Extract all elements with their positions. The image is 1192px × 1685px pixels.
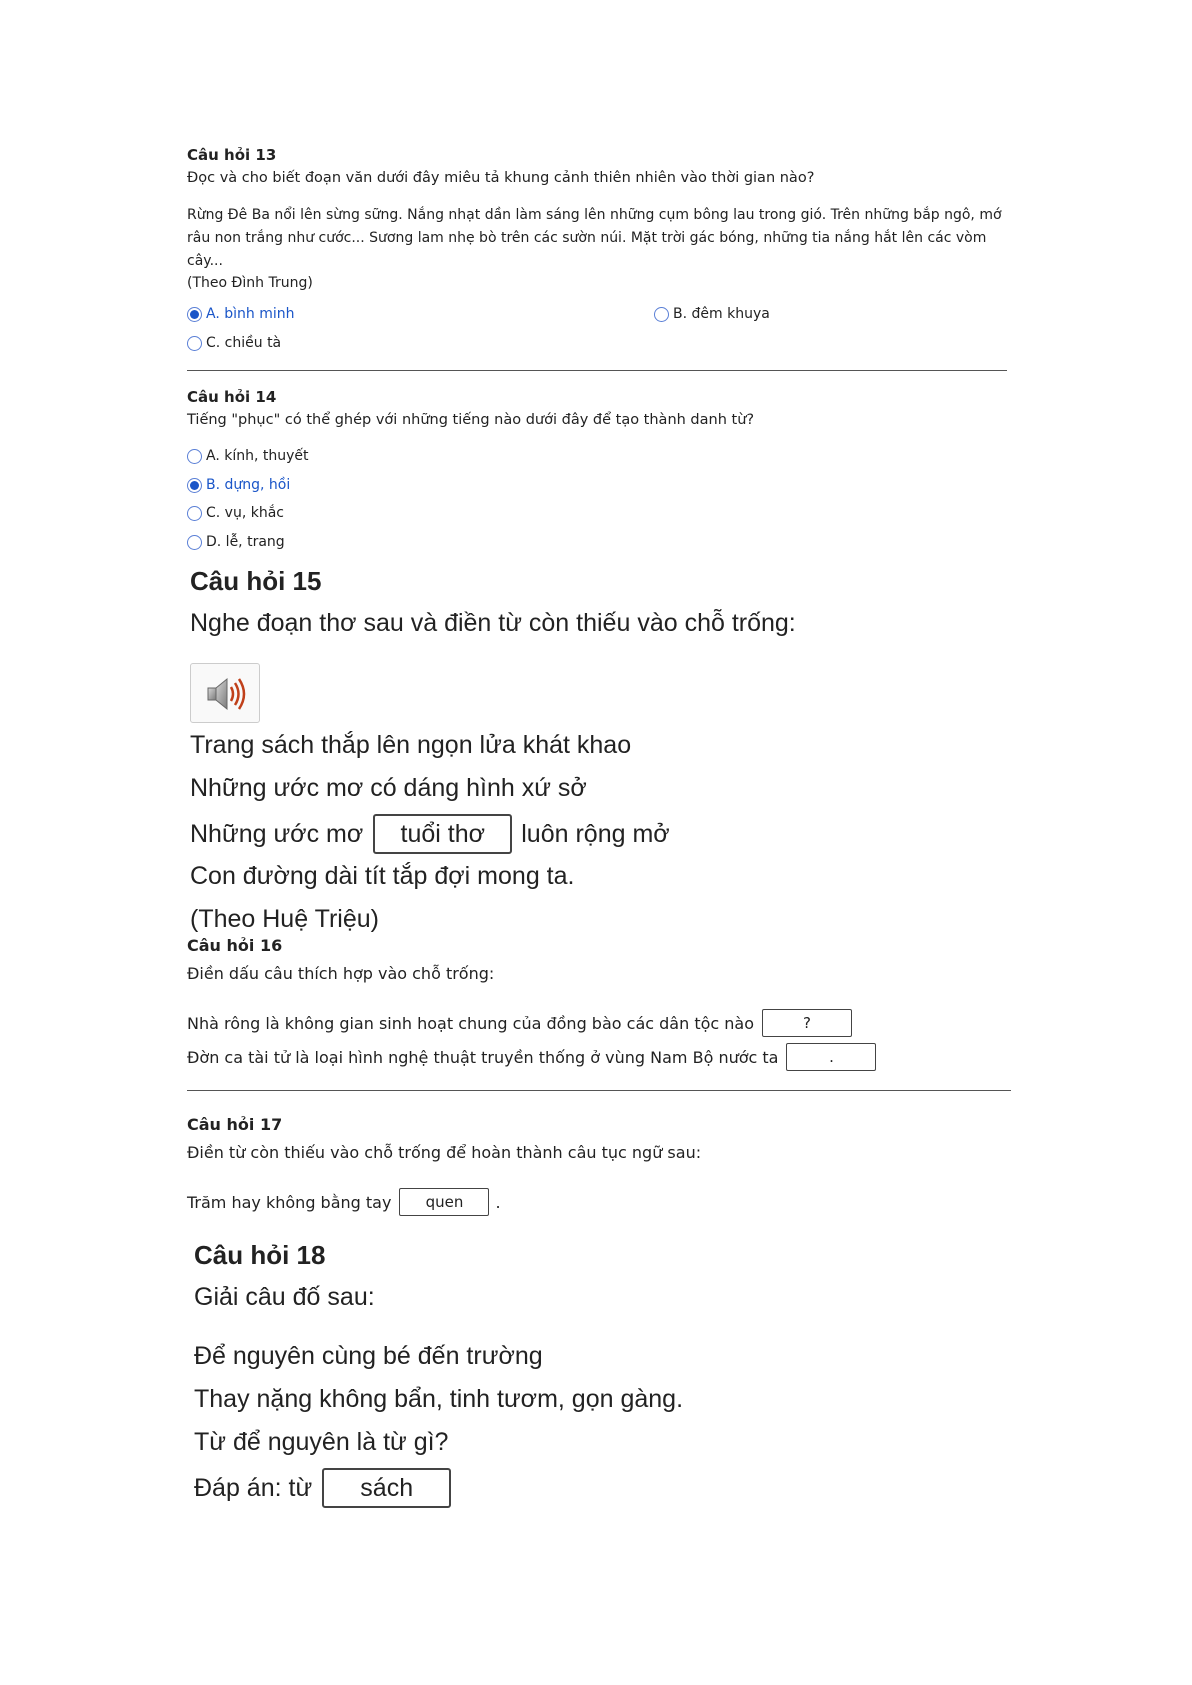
question-text: Giải câu đố sau:	[194, 1283, 375, 1311]
poem-line: Trang sách thắp lên ngọn lửa khát khao	[190, 731, 632, 759]
fill-sentence	[187, 1043, 876, 1071]
speaker-icon	[191, 664, 261, 724]
option-c[interactable]	[187, 505, 284, 521]
question-15	[190, 566, 796, 638]
radio-checked-icon[interactable]	[187, 478, 202, 493]
sentence-end: .	[495, 1192, 501, 1212]
poem-line: Những ước mơ có dáng hình xứ sở	[190, 774, 587, 802]
answer-box[interactable]: tuổi thơ	[373, 814, 512, 854]
option-label: C. chiều tà	[206, 335, 282, 351]
divider	[187, 370, 1007, 371]
option-a[interactable]	[187, 448, 309, 464]
riddle-answer-line	[194, 1468, 451, 1508]
riddle-line: Để nguyên cùng bé đến trường	[194, 1342, 543, 1370]
punctuation-input[interactable]: ?	[762, 1009, 852, 1037]
option-d[interactable]	[187, 534, 285, 550]
answer-label: Đáp án: từ	[194, 1473, 313, 1502]
question-title: Câu hỏi 13	[187, 146, 277, 164]
poem-line: Con đường dài tít tắp đợi mong ta.	[190, 862, 575, 890]
option-label: B. đêm khuya	[673, 306, 770, 322]
radio-icon[interactable]	[187, 506, 202, 521]
divider	[187, 1090, 1011, 1091]
sentence-text: Đờn ca tài tử là loại hình nghệ thuật truyền thống ở vùng Nam Bộ nước ta	[187, 1047, 779, 1067]
question-text: Tiếng "phục" có thể ghép với những tiếng nào dưới đây để tạo thành danh từ?	[187, 412, 755, 428]
passage: Rừng Đê Ba nổi lên sừng sững. Nắng nhạt dần làm sáng lên những cụm bông lau trong gió. Trên những bắp ngô, mớ râu non trắng như cước... Sương lam nhẹ bò trên các sườn núi. Mặt trời gác bóng, những tia nắng hắt lên các vòm cây...	[187, 207, 1002, 269]
question-18	[194, 1240, 375, 1312]
option-label: D. lễ, trang	[206, 534, 285, 550]
question-text: Điền dấu câu thích hợp vào chỗ trống:	[187, 964, 495, 983]
poem-source: (Theo Huệ Triệu)	[190, 905, 379, 933]
question-16	[187, 936, 494, 983]
option-label: B. dựng, hồi	[206, 477, 291, 493]
poem-text: Những ước mơ	[190, 819, 364, 848]
question-text: Đọc và cho biết đoạn văn dưới đây miêu tả khung cảnh thiên nhiên vào thời gian nào?	[187, 170, 815, 186]
radio-icon[interactable]	[187, 535, 202, 550]
riddle-line: Thay nặng không bẩn, tinh tươm, gọn gàng.	[194, 1385, 684, 1413]
question-title: Câu hỏi 14	[187, 388, 277, 406]
question-title: Câu hỏi 16	[187, 936, 283, 955]
sentence-text: Nhà rông là không gian sinh hoạt chung của đồng bào các dân tộc nào	[187, 1013, 754, 1033]
option-a[interactable]	[187, 306, 294, 322]
question-text: Nghe đoạn thơ sau và điền từ còn thiếu vào chỗ trống:	[190, 609, 796, 637]
option-label: A. bình minh	[206, 306, 295, 322]
option-b[interactable]	[654, 306, 770, 322]
radio-icon[interactable]	[187, 449, 202, 464]
question-17	[187, 1115, 701, 1162]
answer-box[interactable]: sách	[322, 1468, 451, 1508]
question-title: Câu hỏi 15	[190, 566, 322, 596]
option-label: A. kính, thuyết	[206, 448, 309, 464]
radio-icon[interactable]	[654, 307, 669, 322]
poem-text: luôn rộng mở	[521, 819, 670, 848]
option-c[interactable]	[187, 335, 281, 351]
sentence-text: Trăm hay không bằng tay	[187, 1192, 392, 1212]
audio-play-button[interactable]	[190, 663, 260, 723]
question-14	[187, 388, 754, 428]
poem-line	[190, 814, 670, 854]
fill-sentence	[187, 1009, 852, 1037]
radio-checked-icon[interactable]	[187, 307, 202, 322]
radio-icon[interactable]	[187, 336, 202, 351]
fill-sentence	[187, 1188, 501, 1216]
question-13	[187, 146, 1007, 291]
punctuation-input[interactable]: .	[786, 1043, 876, 1071]
riddle-line: Từ để nguyên là từ gì?	[194, 1428, 449, 1456]
passage-source: (Theo Đình Trung)	[187, 275, 313, 291]
question-title: Câu hỏi 18	[194, 1240, 326, 1270]
option-b[interactable]	[187, 477, 290, 493]
option-label: C. vụ, khắc	[206, 505, 284, 521]
question-title: Câu hỏi 17	[187, 1115, 283, 1134]
question-text: Điền từ còn thiếu vào chỗ trống để hoàn thành câu tục ngữ sau:	[187, 1143, 702, 1162]
answer-input[interactable]: quen	[399, 1188, 489, 1216]
